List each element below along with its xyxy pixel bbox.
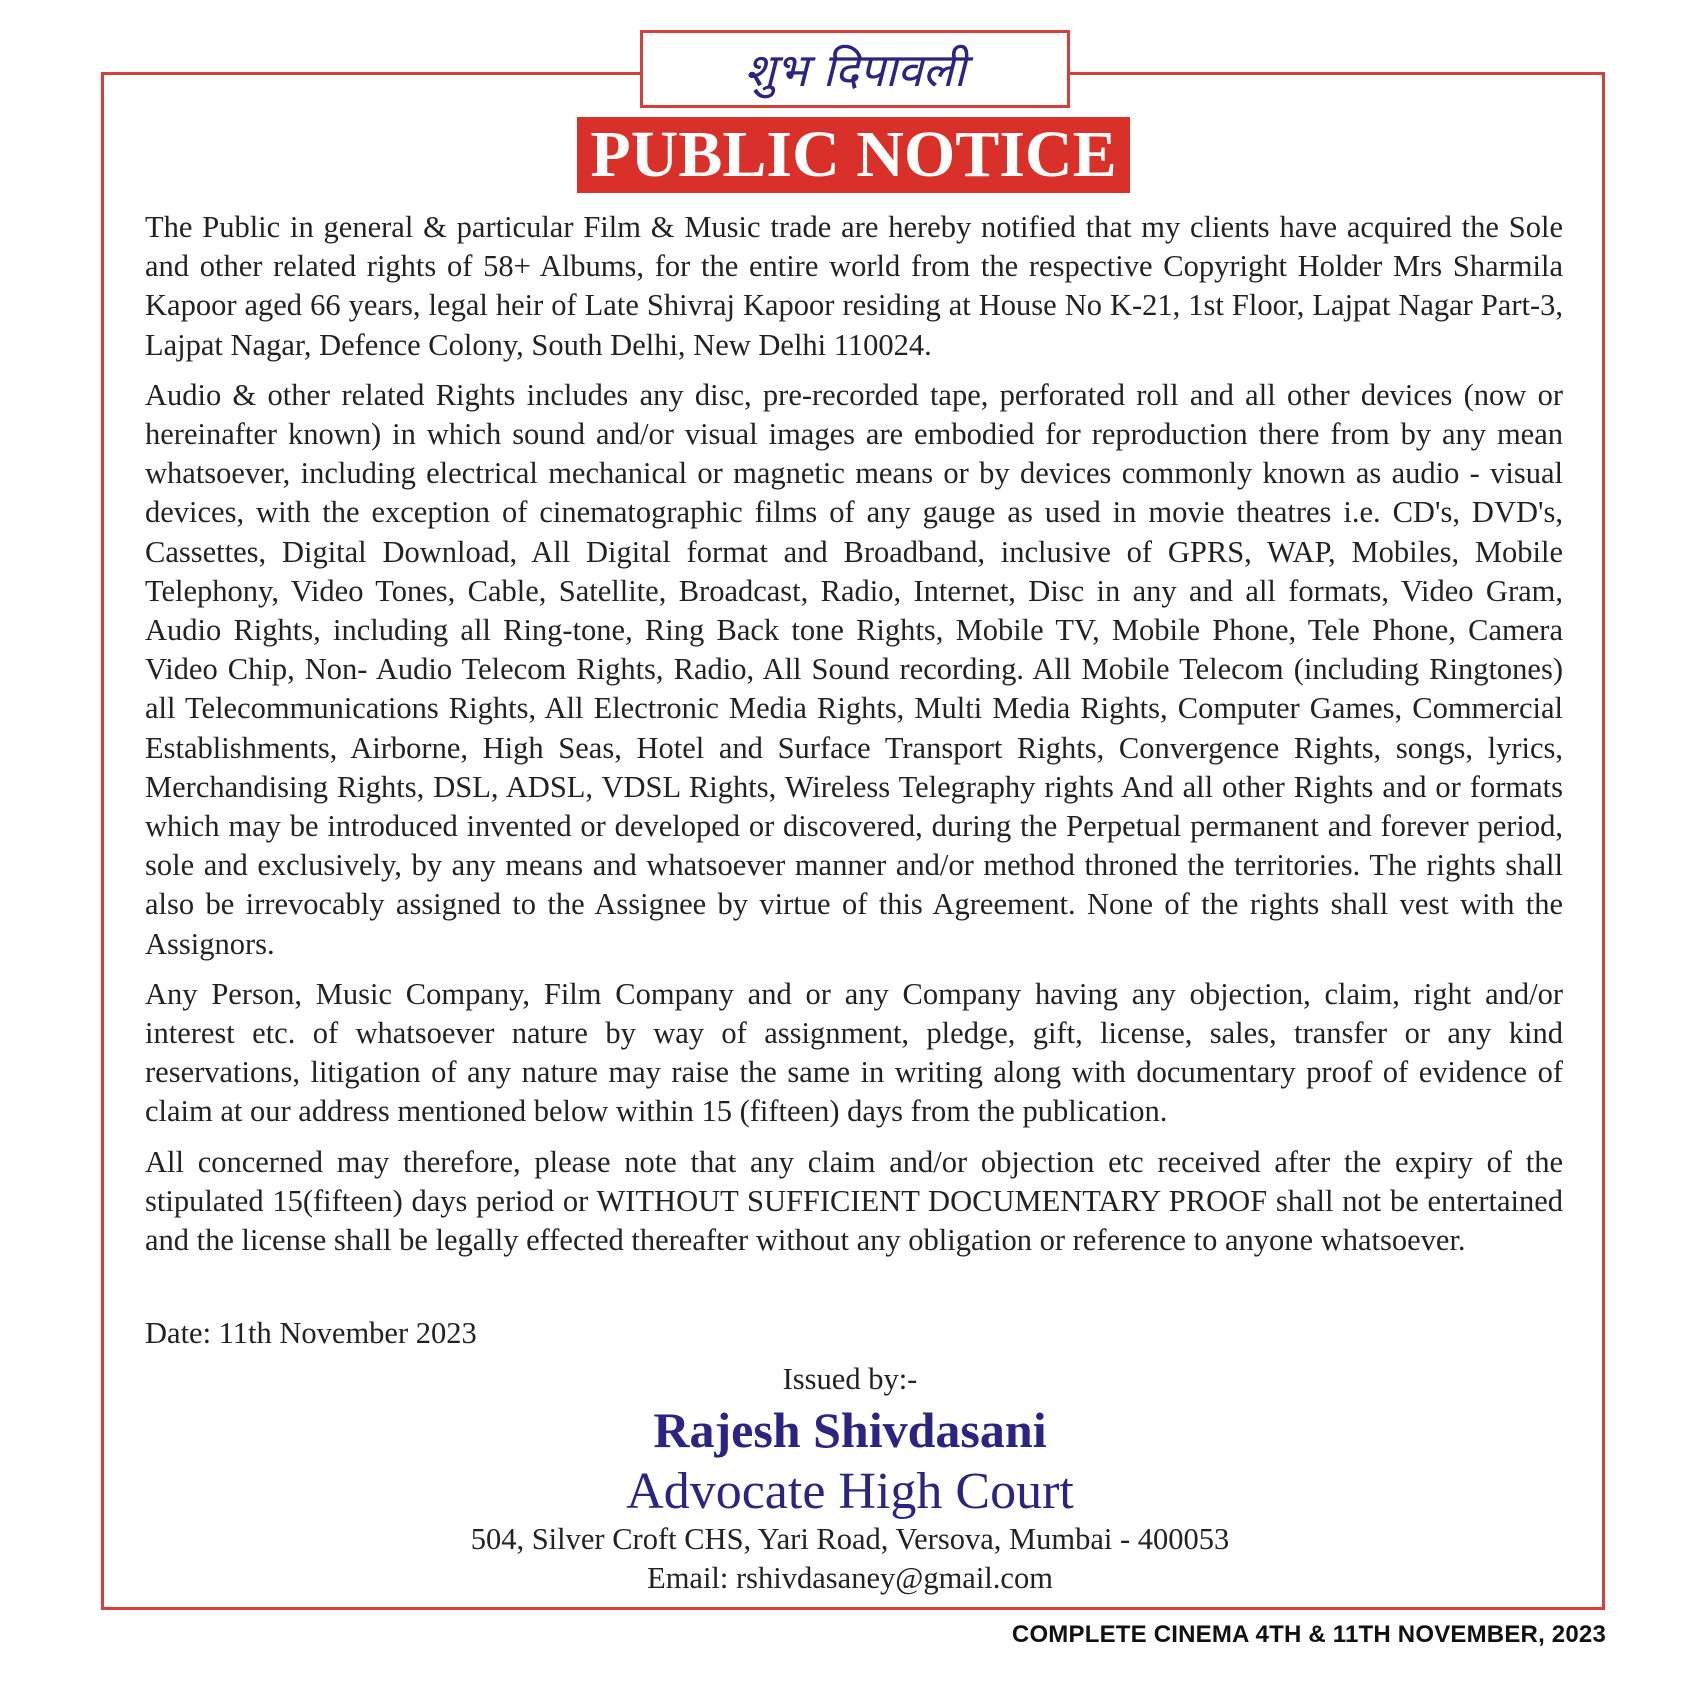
notice-date: Date: 11th November 2023 xyxy=(145,1316,477,1350)
diwali-greeting-logo xyxy=(640,30,1070,108)
signer-email: Email: rshivdasaney@gmail.com xyxy=(647,1561,1053,1595)
paragraph-4: All concerned may therefore, please note that any claim and/or objection etc received after the expiry of the stipulated 15(fifteen) days period or WITHOUT SUFFICIENT DOCUMENTARY PROOF shall not be entertained and the license shall be legally effected thereafter without any obligation or reference to anyone whatsoever. xyxy=(145,1144,1563,1258)
issued-by-label: Issued by:- xyxy=(782,1362,918,1396)
paragraph-3: Any Person, Music Company, Film Company and or any Company having any objection, claim, right and/or interest etc. of whatsoever nature by way of assignment, pledge, gift, license, sales, transfer or any kind reservations, litigation of any nature may raise the same in writing along with documentary proof of evidence of claim at our address mentioned below within 15 (fifteen) days from the publication. xyxy=(145,976,1563,1129)
publication-footer: COMPLETE CINEMA 4TH & 11TH NOVEMBER, 2023 xyxy=(1011,1621,1606,1648)
signer-address: 504, Silver Croft CHS, Yari Road, Versova, Mumbai - 400053 xyxy=(470,1522,1230,1556)
public-notice-banner: PUBLIC NOTICE xyxy=(577,117,1130,193)
signer-title: Advocate High Court xyxy=(626,1463,1074,1520)
greeting-text: शुभ दिपावली xyxy=(744,43,966,97)
signer-name: Rajesh Shivdasani xyxy=(653,1402,1047,1458)
notice-body xyxy=(145,208,1563,1271)
paragraph-1: The Public in general & particular Film & Music trade are hereby notified that my clients have acquired the Sole and other related rights of 58+ Albums, for the entire world from the respective Copyright Holder Mrs Sharmila Kapoor aged 66 years, legal heir of Late Shivraj Kapoor residing at House No K-21, 1st Floor, Lajpat Nagar Part-3, Lajpat Nagar, Defence Colony, South Delhi, New Delhi 110024. xyxy=(145,210,1563,362)
paragraph-2: Audio & other related Rights includes any disc, pre-recorded tape, perforated roll and all other devices (now or hereinafter known) in which sound and/or visual images are embodied for reproduction there from by any mean whatsoever, including electrical mechanical or magnetic means or by devices commonly known as audio - visual devices, with the exception of cinematographic films of any gauge as used in movie theatres i.e. CD's, DVD's, Cassettes, Digital Download, All Digital format and Broadband, inclusive of GPRS, WAP, Mobiles, Mobile Telephony, Video Tones, Cable, Satellite, Broadcast, Radio, Internet, Disc in any and all formats, Video Gram, Audio Rights, including all Ring-tone, Ring Back tone Rights, Mobile TV, Mobile Phone, Tele Phone, Camera Video Chip, Non- Audio Telecom Rights, Radio, All Sound recording. All Mobile Telecom (including Ringtones) all Telecommunications Rights, All Electronic Media Rights, Multi Media Rights, Computer Games, Commercial Establishments, Airborne, High Seas, Hotel and Surface Transport Rights, Convergence Rights, songs, lyrics, Merchandising Rights, DSL, ADSL, VDSL Rights, Wireless Telegraphy rights And all other Rights and or formats which may be introduced invented or developed or discovered, during the Perpetual permanent and forever period, sole and exclusively, by any means and whatsoever manner and/or method throned the territories. The rights shall also be irrevocably assigned to the Assignee by virtue of this Agreement. None of the rights shall vest with the Assignors. xyxy=(145,377,1563,961)
